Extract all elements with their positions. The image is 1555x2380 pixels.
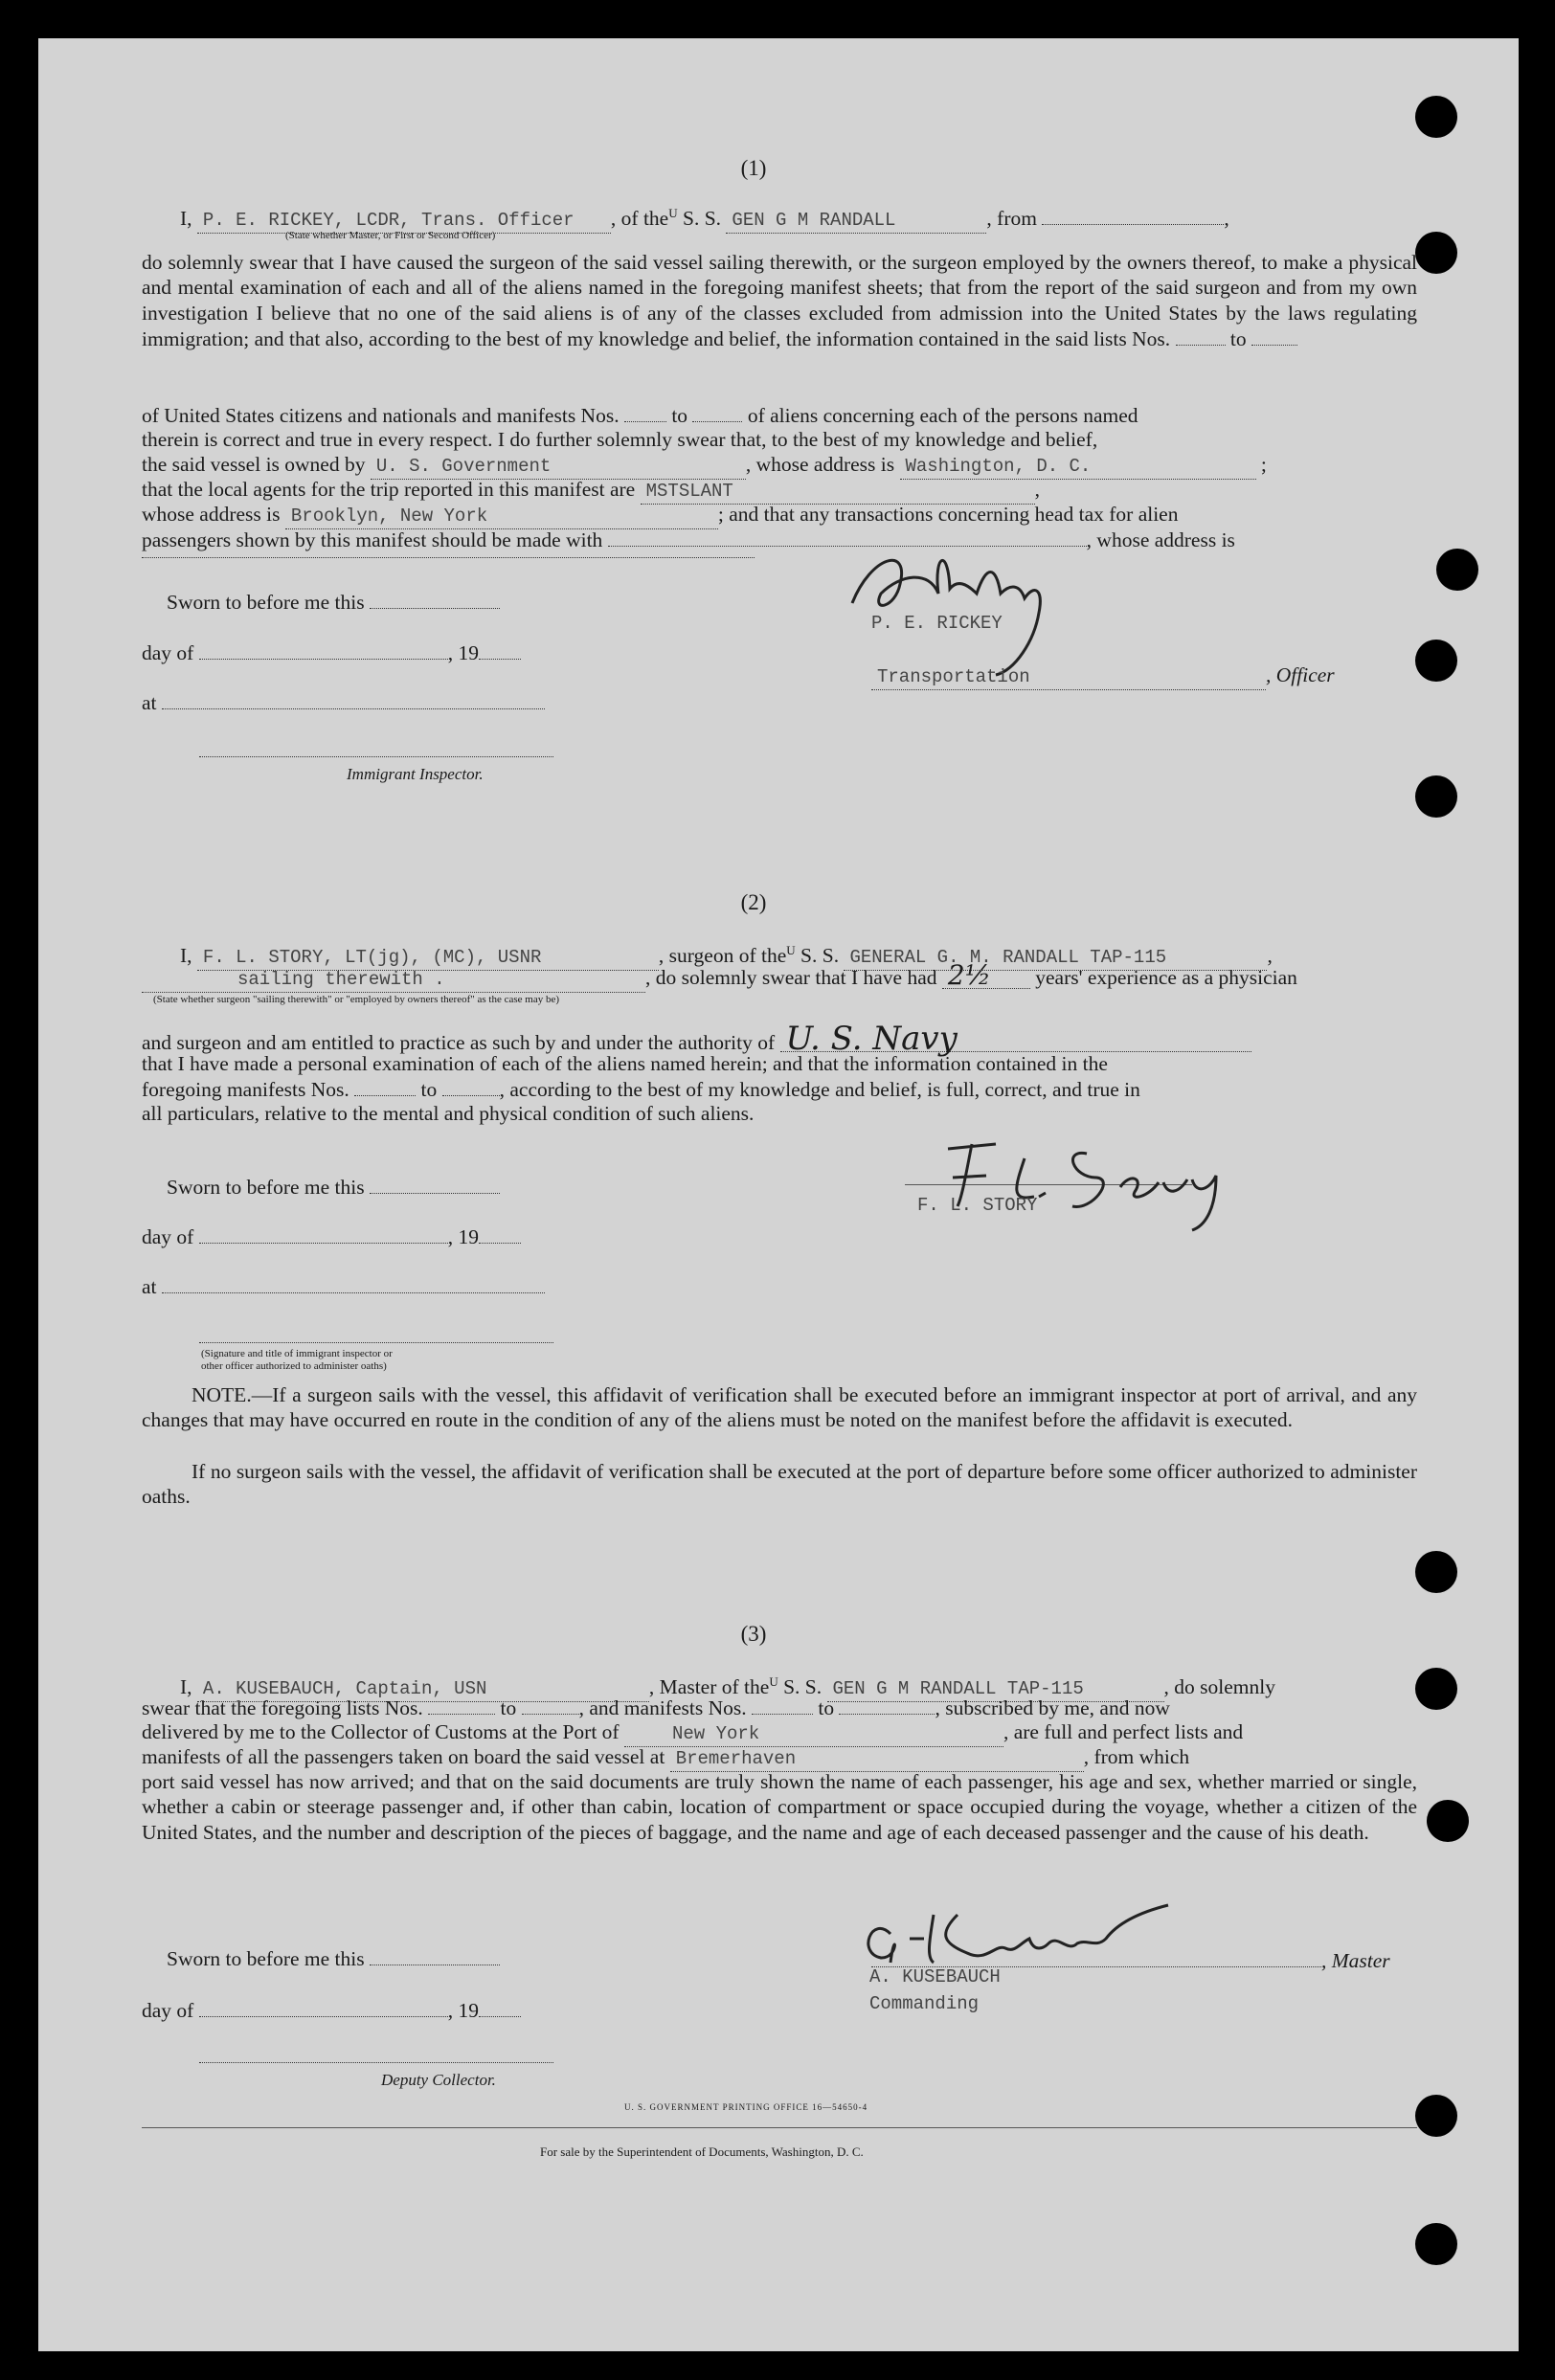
day-line: day of , 19	[142, 1997, 521, 2023]
sworn-line: Sworn to before me this	[167, 1945, 500, 1971]
surgeon-name-field: F. L. STORY, LT(jg), (MC), USNR	[197, 945, 659, 971]
title-field: Transportation	[871, 664, 1266, 690]
day-line: day of , 19	[142, 640, 521, 665]
manifests-line: of United States citizens and nationals and manifests Nos. to of aliens concerning each of the persons named	[142, 404, 1138, 427]
agent-field: MSTSLANT	[641, 479, 1035, 505]
lists-line: swear that the foregoing lists Nos. to , and manifests Nos. to , subscribed by me, and now	[142, 1696, 1170, 1719]
authority-field: U. S. Navy	[780, 1026, 1251, 1052]
ship-name-field: GEN G M RANDALL TAP-115	[827, 1676, 1164, 1702]
inspector-label: Immigrant Inspector.	[347, 765, 484, 783]
punch-hole	[1427, 1800, 1469, 1842]
section-number: (3)	[740, 1622, 767, 1646]
master-name-field: A. KUSEBAUCH, Captain, USN	[197, 1676, 649, 1702]
section-number: (1)	[740, 156, 767, 180]
sig-note: other officer authorized to administer oaths)	[201, 1360, 387, 1372]
sworn-line: Sworn to before me this	[167, 1174, 500, 1200]
agent-address-field: Brooklyn, New York	[285, 504, 718, 529]
departure-port-field: Bremerhaven	[670, 1746, 1084, 1772]
gpo-imprint: U. S. GOVERNMENT PRINTING OFFICE 16—54650-4	[624, 2102, 868, 2112]
punch-hole	[1415, 775, 1457, 818]
arrival-paragraph: port said vessel has now arrived; and that on the said documents are truly shown the name of each passenger, his age and sex, whether married or single, whether a cabin or steerage passenger and, if other than cabin, location of compartment or space occupied during the voyage, whether a citizen of the United States, and the number and description of the pieces of baggage, and the name and age of each deceased passenger and the cause of his death.	[142, 1770, 1417, 1844]
owner-field: U. S. Government	[371, 454, 746, 480]
sworn-line: Sworn to before me this	[167, 589, 500, 615]
punch-hole	[1436, 549, 1478, 591]
section-number: (2)	[740, 890, 767, 914]
rickey-signature	[843, 536, 1092, 680]
sale-note: For sale by the Superintendent of Documents, Washington, D. C.	[540, 2144, 864, 2159]
sig-note: (Signature and title of immigrant inspector or	[201, 1348, 393, 1359]
owner-address-field: Washington, D. C.	[900, 454, 1256, 480]
port-field: New York	[624, 1721, 1003, 1747]
document-page	[38, 38, 1519, 2351]
respect-line: therein is correct and true in every respect. I do further solemnly swear that, to the best of my knowledge and belief,	[142, 428, 1098, 451]
years-field: 2½	[942, 963, 1030, 989]
punch-hole	[1415, 232, 1457, 274]
sailing-line: sailing therewith . , do solemnly swear that I have had 2½ years' experience as a physician	[142, 963, 1297, 993]
agents-line: that the local agents for the trip reported in this manifest are MSTSLANT ,	[142, 477, 1040, 505]
punch-hole	[1415, 1551, 1457, 1593]
state-note: (State whether surgeon "sailing therewith" or "employed by owners thereof" as the case may be)	[153, 994, 560, 1005]
officer-name-field: P. E. RICKEY, LCDR, Trans. Officer	[197, 208, 611, 234]
state-note: (State whether Master, or First or Second Officer)	[285, 230, 496, 241]
story-signature	[929, 1130, 1273, 1235]
typed-name: P. E. RICKEY	[871, 613, 1003, 634]
punch-hole	[1415, 2223, 1457, 2265]
typed-name: A. KUSEBAUCH	[869, 1966, 1001, 1987]
punch-hole	[1415, 1668, 1457, 1710]
particulars-line: all particulars, relative to the mental and physical condition of such aliens.	[142, 1102, 755, 1125]
master-statement-line: I, P. E. RICKEY, LCDR, Trans. Officer , of the$^U$ S. S. GEN G M RANDALL , from ,	[180, 201, 1229, 234]
officer-signature-line: Transportation , Officer	[871, 662, 1335, 690]
agent-address-line: whose address is Brooklyn, New York ; and that any transactions concerning head tax for alien	[142, 502, 1178, 529]
note-paragraph: NOTE.—If a surgeon sails with the vessel, this affidavit of verification shall be executed before an immigrant inspector at port of arrival, and any changes that may have occurred en route in the condition of any of the aliens must be noted on the manifest before the affidavit is executed.	[142, 1383, 1417, 1432]
typed-name: F. L. STORY	[917, 1195, 1038, 1216]
authority-line: and surgeon and am entitled to practice as such by and under the authority of U. S. Navy	[142, 1026, 1251, 1055]
surgeon-line: I, F. L. STORY, LT(jg), (MC), USNR , surgeon of the$^U$ S. S. GENERAL G. M. RANDALL TAP-115 ,	[180, 938, 1273, 971]
punch-hole	[1415, 640, 1457, 682]
at-line: at	[142, 689, 545, 715]
master-signature-line: , Master	[871, 1947, 1390, 1973]
collector-label: Deputy Collector.	[381, 2071, 496, 2089]
boarded-line: manifests of all the passengers taken on board the said vessel at Bremerhaven , from which	[142, 1744, 1189, 1772]
punch-hole	[1415, 96, 1457, 138]
ship-name-field: GENERAL G. M. RANDALL TAP-115	[844, 945, 1267, 971]
typed-title: Commanding	[869, 1993, 980, 2014]
manifests-line: foregoing manifests Nos. to , according to the best of my knowledge and belief, is full, correct, and true in	[142, 1078, 1140, 1101]
master-line: I, A. KUSEBAUCH, Captain, USN , Master of the$^U$ S. S. GEN G M RANDALL TAP-115 , do solemnly	[180, 1670, 1275, 1702]
punch-hole	[1415, 2095, 1457, 2137]
note-paragraph-2: If no surgeon sails with the vessel, the affidavit of verification shall be executed at the port of departure before some officer authorized to administer oaths.	[142, 1460, 1417, 1509]
owner-line: the said vessel is owned by U. S. Government , whose address is Washington, D. C. ;	[142, 452, 1267, 480]
passengers-line: passengers shown by this manifest should be made with , whose address is	[142, 528, 1235, 551]
sailing-field: sailing therewith .	[142, 967, 645, 993]
examination-line: that I have made a personal examination of each of the aliens named herein; and that the information contained in the	[142, 1052, 1108, 1075]
ship-name-field: GEN G M RANDALL	[726, 208, 986, 234]
oath-paragraph: do solemnly swear that I have caused the surgeon of the said vessel sailing therewith, or the surgeon employed by the owners thereof, to make a physical and mental examination of each and all of the aliens named in the foregoing manifest sheets; that from the report of the said surgeon and from my own investigation I believe that no one of the said aliens is of any of the classes excluded from admission into the United States by the laws regulating immigration; and that also, according to the best of my knowledge and belief, the information contained in the said lists Nos. to	[142, 251, 1417, 350]
at-line: at	[142, 1273, 545, 1299]
delivered-line: delivered by me to the Collector of Customs at the Port of New York , are full and perfect lists and	[142, 1719, 1243, 1747]
day-line: day of , 19	[142, 1224, 521, 1249]
